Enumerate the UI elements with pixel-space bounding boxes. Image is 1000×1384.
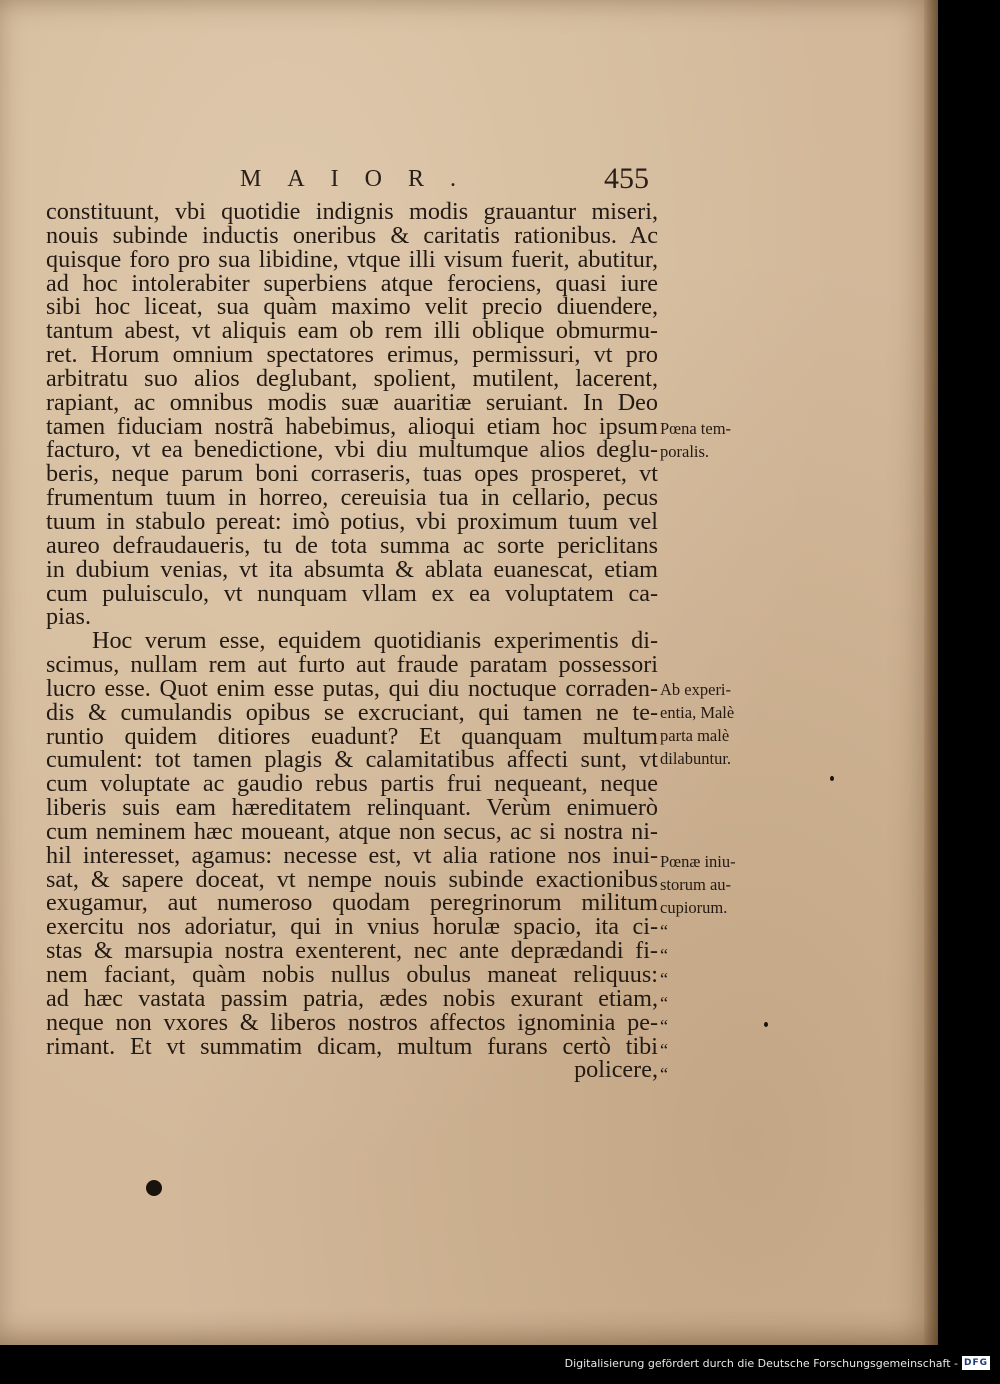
text-line: in dubium venias, vt ita absumta & ablata euanescat, etiam [46,555,658,583]
marginal-note-ab-experientia [660,678,770,770]
text-line: nem faciant, quàm nobis nullus obulus maneat reliquus: [46,961,658,988]
marginal-line: storum au- [660,875,732,894]
marginal-line: Ab experi- [660,680,732,699]
quote-mark: “ [660,1016,668,1037]
text-line: liberis suis eam hæreditatem relinquant. Verùm enimuerò [46,794,658,822]
marginal-note-poenae-iniustorum [660,850,770,919]
catchword: policere, [574,1056,658,1084]
text-line: arbitratu suo alios deglubant, spolient, mutilent, lacerent, [46,364,658,392]
text-line: ad hæc vastata passim patria, ædes nobis exurant etiam, [46,984,658,1012]
text-line: cum puluisculo, vt nunquam vllam ex ea voluptatem ca- [46,579,658,607]
ink-speck [830,776,834,781]
quote-mark: “ [660,968,668,989]
quote-mark: “ [660,1040,668,1061]
quote-mark: “ [660,944,668,965]
quote-mark: “ [660,921,668,941]
ink-speck [764,1022,768,1027]
text-line: pias. [46,603,92,631]
text-line: facturo, vt ea benedictione, vbi diu multumque alios deglu- [46,436,658,464]
text-line: quisque foro pro sua libidine, vtque illi visum fuerit, abutitur, [46,245,658,273]
text-line: tuum in stabulo pereat: imò potius, vbi proximum tuum vel [46,507,658,535]
text-line: beris, neque parum boni corraseris, tuas opes prosperet, vt [46,460,658,488]
footer-credit: Digitalisierung gefördert durch die Deutsche Forschungsgemeinschaft - [564,1357,958,1370]
text-line: constituunt, vbi quotidie indignis modis grauantur miseri, [46,198,658,225]
text-line: neque non vxores & liberos nostros affectos ignominia pe- [46,1008,658,1036]
text-line: tamen fiduciam nostrã habebimus, alioqui etiam hoc ipsum [46,412,658,440]
marginal-line: dilabuntur. [660,749,732,768]
quote-marks-column [660,920,690,1087]
text-line: sibi hoc liceat, sua quàm maximo velit precio diuendere, [46,293,658,321]
text-line: hil interesset, agamus: necesse est, vt alia ratione nos inui- [46,841,658,869]
text-line: rimant. Et vt summatim dicam, multum furans certò tibi [46,1032,658,1060]
text-line: cum neminem hæc moueant, atque non secus, ac si nostra ni- [46,817,658,845]
marginal-note-poena-temporalis [660,417,770,463]
text-line: scimus, nullam rem aut furto aut fraude paratam possessori [46,651,658,679]
quote-mark: “ [660,1064,668,1085]
marginal-line: entia, Malè [660,703,735,722]
running-head [0,162,700,200]
quote-mark: “ [660,992,668,1013]
text-line: cum voluptate ac gaudio rebus partis frui nequeant, neque [46,770,658,798]
running-title: MAIOR. [240,166,483,192]
text-line: nouis subinde inductis oneribus & caritatis rationibus. Ac [46,221,658,249]
text-line: exugamur, aut numeroso quodam peregrinorum militum [46,889,658,917]
dfg-logo-icon: DFG [963,1358,988,1368]
text-line: ad hoc intolerabiter superbiens atque ferociens, quasi iure [46,269,658,297]
text-line: cumulent: tot tamen plagis & calamitatibus affecti sunt, vt [46,746,658,774]
text-line: lucro esse. Quot enim esse putas, qui diu noctuque corraden- [46,674,658,702]
text-line: tantum abest, vt aliquis eam ob rem illi oblique obmurmu- [46,317,658,345]
ink-blot [146,1180,162,1196]
text-line: sat, & sapere doceat, vt nempe nouis subinde exactionibus [46,865,658,893]
marginal-line: parta malè [660,726,730,745]
digitization-footer [0,1345,1000,1384]
marginal-line: poralis. [660,442,710,461]
text-line: ret. Horum omnium spectatores erimus, permissuri, vt pro [46,341,658,369]
page-number: 455 [604,162,649,195]
text-line: aureo defraudaueris, tu de tota summa ac sorte periclitans [46,531,658,559]
text-line: rapiant, ac omnibus modis suæ auaritiæ seruiant. In Deo [46,388,658,416]
text-line: Hoc verum esse, equidem quotidianis experimentis di- [92,627,658,655]
text-line: frumentum tuum in horreo, cereuisia tua in cellario, pecus [46,484,658,512]
text-line: runtio quidem ditiores euadunt? Et quanquam multum [46,722,658,750]
text-line: stas & marsupia nostra exenterent, nec ante deprædandi fi- [46,937,658,965]
marginal-line: cupiorum. [660,898,728,917]
page-edge-shadow [924,0,938,1345]
text-line: dis & cumulandis opibus se excruciant, qui tamen ne te- [46,698,658,726]
body-text [46,200,658,1082]
marginal-line: Pœnæ iniu- [660,852,736,871]
marginal-line: Pœna tem- [660,419,732,438]
text-line: exercitu nos adoriatur, qui in vnius horulæ spacio, ita ci- [46,913,658,941]
